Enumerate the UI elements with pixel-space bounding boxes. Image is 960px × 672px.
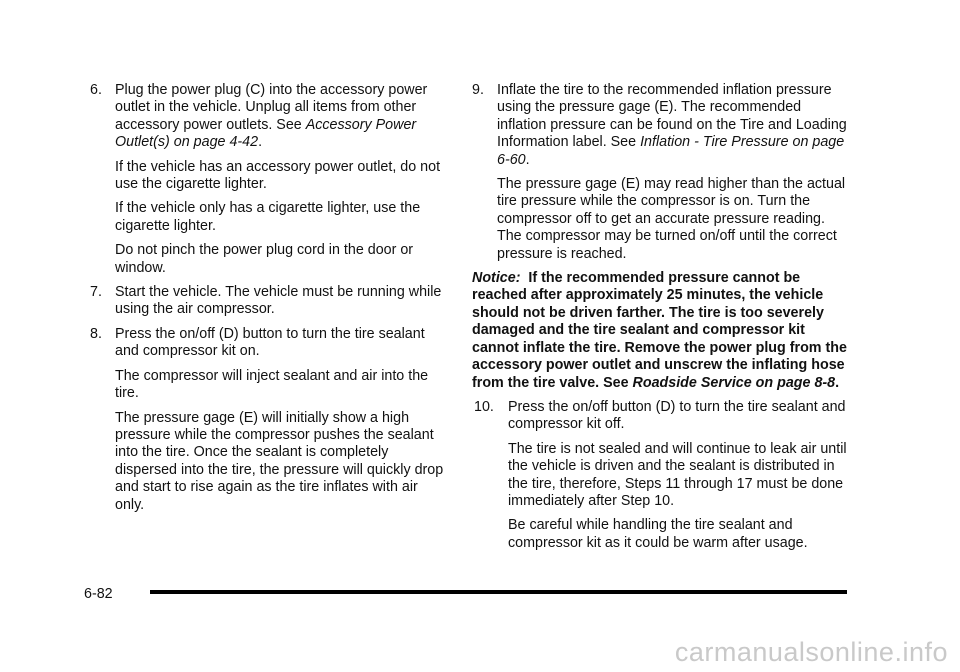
step-text-end: . bbox=[525, 151, 530, 168]
step-8-note-2: The pressure gage (E) will initially show a high pressure while the compressor pushes the sealant into the tire. Once the sealant is completely dispersed into the tire, the pressure will quickly drop and start to rise again as the tire inflates with air only. bbox=[115, 409, 444, 513]
step-9 bbox=[472, 82, 847, 169]
step-text-end: . bbox=[258, 134, 263, 151]
right-column bbox=[472, 82, 847, 559]
step-6-note-1: If the vehicle has an accessory power outlet, do not use the cigarette lighter. bbox=[115, 158, 441, 193]
step-number: 6. bbox=[90, 82, 102, 98]
step-number: 9. bbox=[472, 82, 484, 98]
step-8-note-1: The compressor will inject sealant and air into the tire. bbox=[115, 367, 429, 402]
step-10-note-1: The tire is not sealed and will continue to leak air until the vehicle is driven and the sealant is distributed in the tire, therefore, Steps 11 through 17 must be done immediately after Step 10. bbox=[508, 440, 847, 509]
notice-block bbox=[472, 270, 847, 392]
notice-text-end: . bbox=[835, 374, 840, 391]
cross-reference-link[interactable]: Inflation - Tire Pressure on page 6-60 bbox=[497, 134, 845, 168]
left-column bbox=[90, 82, 450, 521]
step-9-note-1: The pressure gage (E) may read higher than the actual tire pressure while the compressor is on. Turn the compressor off to get an accurate pressure reading. The compressor may be turned on/off until the correct pressure is reached. bbox=[497, 176, 846, 262]
page-number: 6-82 bbox=[84, 586, 113, 602]
step-6 bbox=[90, 82, 450, 152]
notice-text: If the recommended pressure cannot be reached after approximately 25 minutes, the vehicle should not be driven farther. The tire is too severely damaged and the tire sealant and compressor kit cannot inflate the tire. Remove the power plug from the accessory power outlet and unscrew the inflating hose from the tire valve. See bbox=[472, 270, 847, 391]
step-text: Inflate the tire to the recommended inflation pressure using the pressure gage (E). The recommended inflation pressure can be found on the Tire and Loading Information label. See bbox=[497, 82, 847, 151]
cross-reference-link[interactable]: Roadside Service on page 8-8 bbox=[632, 374, 836, 391]
step-number: 8. bbox=[90, 325, 102, 342]
notice-label: Notice: bbox=[472, 270, 521, 287]
step-number: 7. bbox=[90, 284, 102, 301]
step-8 bbox=[90, 326, 450, 361]
step-text: Press the on/off button (D) to turn the tire sealant and compressor kit off. bbox=[508, 398, 846, 433]
step-10-note-2: Be careful while handling the tire sealant and compressor kit as it could be warm after usage. bbox=[508, 517, 808, 551]
cross-reference-link[interactable]: Accessory Power Outlet(s) on page 4-42 bbox=[115, 116, 417, 151]
step-text: Press the on/off (D) button to turn the tire sealant and compressor kit on. bbox=[115, 325, 425, 360]
step-10 bbox=[472, 399, 847, 434]
step-number: 10. bbox=[474, 398, 494, 415]
footer-rule bbox=[150, 590, 847, 594]
watermark: carmanualsonline.info bbox=[674, 637, 948, 667]
step-text: Start the vehicle. The vehicle must be running while using the air compressor. bbox=[115, 284, 442, 318]
step-7 bbox=[90, 284, 450, 319]
step-6-note-2: If the vehicle only has a cigarette lighter, use the cigarette lighter. bbox=[115, 200, 421, 234]
step-text: Plug the power plug (C) into the accessory power outlet in the vehicle. Unplug all items from other accessory power outlets. See bbox=[115, 82, 428, 133]
step-6-note-3: Do not pinch the power plug cord in the door or window. bbox=[115, 242, 414, 276]
